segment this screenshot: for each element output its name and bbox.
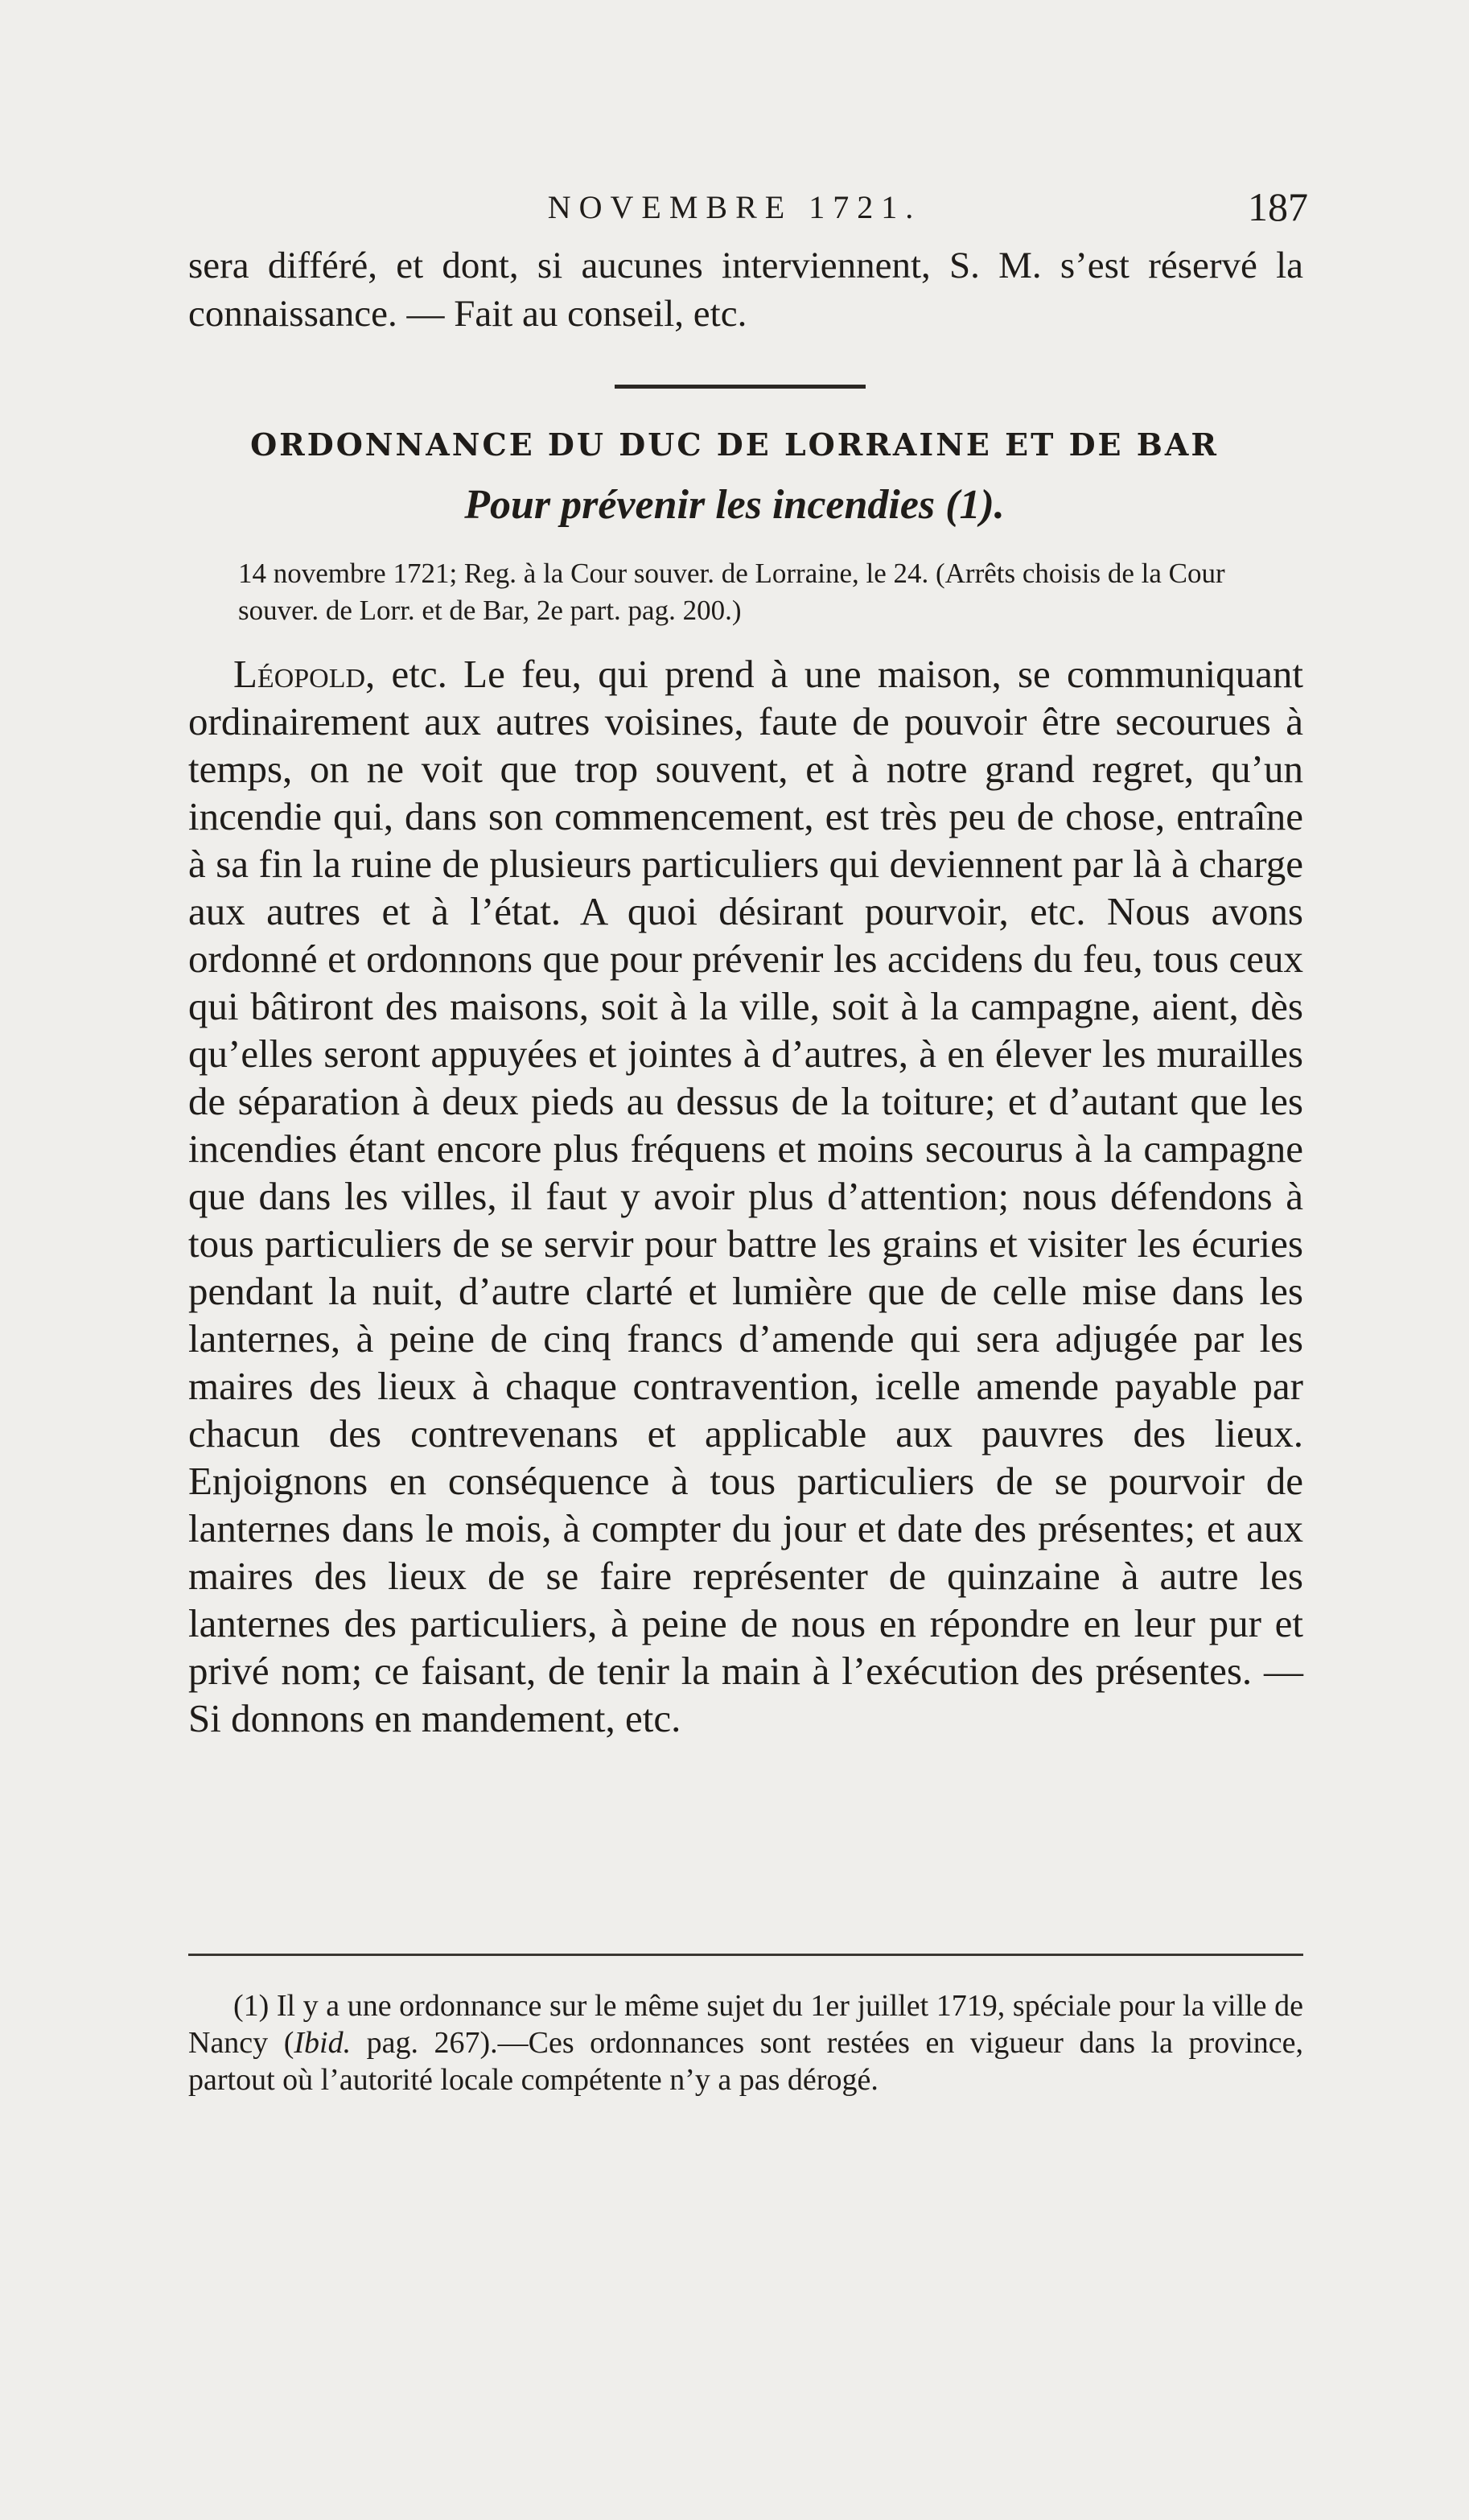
footnote-part1: (1) Il y a une ordonnance sur le même sujet du 1er juillet 1719, spéciale pour la ville de Nancy ( <box>188 1989 1303 2060</box>
footnote-divider <box>188 1954 1303 1956</box>
body-text: , etc. Le feu, qui prend à une maison, se communiquant ordinairement aux autres voisines, faute de pouvoir être secourues à temps, on ne voit que trop souvent, et à notre grand regret, qu’un incendie qui, dans son commencement, est très peu de chose, entraîne à sa fin la ruine de plusieurs particuliers qui deviennent par là à charge aux autres et à l’état. A quoi désirant pourvoir, etc. Nous avons ordonné et ordonnons que pour prévenir les accidens du feu, tous ceux qui bâtiront des maisons, soit à la ville, soit à la campagne, aient, dès qu’elles seront appuyées et jointes à d’autres, à en élever les murailles de séparation à deux pieds au dessus de la toiture; et d’autant que les incendies étant encore plus fréquens et moins secourus à la campagne que dans les villes, il faut y avoir plus d’attention; nous défendons à tous particuliers de se servir pour battre les grains et visiter les écuries pendant la nuit, d’autre clarté et lumière que de celle mise dans les lanternes, à peine de cinq francs d’amende qui sera adjugée par les maires des lieux à chaque contravention, icelle amende payable par chacun des contrevenans et applicable aux pauvres des lieux. Enjoignons en conséquence à tous particuliers de se pourvoir de lanternes dans le mois, à compter du jour et date des présentes; et aux maires des lieux de se faire représenter de quinzaine à autre les lanternes des particuliers, à peine de nous en répondre en leur pur et privé nom; ce faisant, de tenir la main à l’exécution des présentes. — Si donnons en mandement, etc. <box>188 652 1303 1740</box>
footnote-part2: pag. 267).—Ces ordonnances sont restées en vigueur dans la province, partout où l’autorité locale compétente n’y a pas dérogé. <box>188 2026 1303 2097</box>
intro-paragraph: sera différé, et dont, si aucunes interviennent, S. M. s’est réservé la connaissance. — Fait au conseil, etc. <box>188 245 1303 335</box>
page-number: 187 <box>1248 184 1308 229</box>
footnote-ibid: Ibid. <box>294 2026 352 2060</box>
running-title: NOVEMBRE 1721. <box>547 189 922 225</box>
ordinance-dateline: 14 novembre 1721; Reg. à la Cour souver. de Lorraine, le 24. (Arrêts choisis de la Cour souver. de Lorr. et de Bar, 2e part. pag. 200.) <box>238 558 1225 626</box>
running-head <box>0 184 1469 240</box>
ordinance-body <box>188 650 1303 1742</box>
ordinance-subtitle: Pour prévenir les incendies (1). <box>464 482 1005 528</box>
ordinance-title: ORDONNANCE DU DUC DE LORRAINE ET DE BAR <box>250 426 1219 463</box>
section-divider <box>615 385 866 389</box>
footnote <box>188 1987 1303 2098</box>
opening-name: Léopold <box>233 652 366 696</box>
